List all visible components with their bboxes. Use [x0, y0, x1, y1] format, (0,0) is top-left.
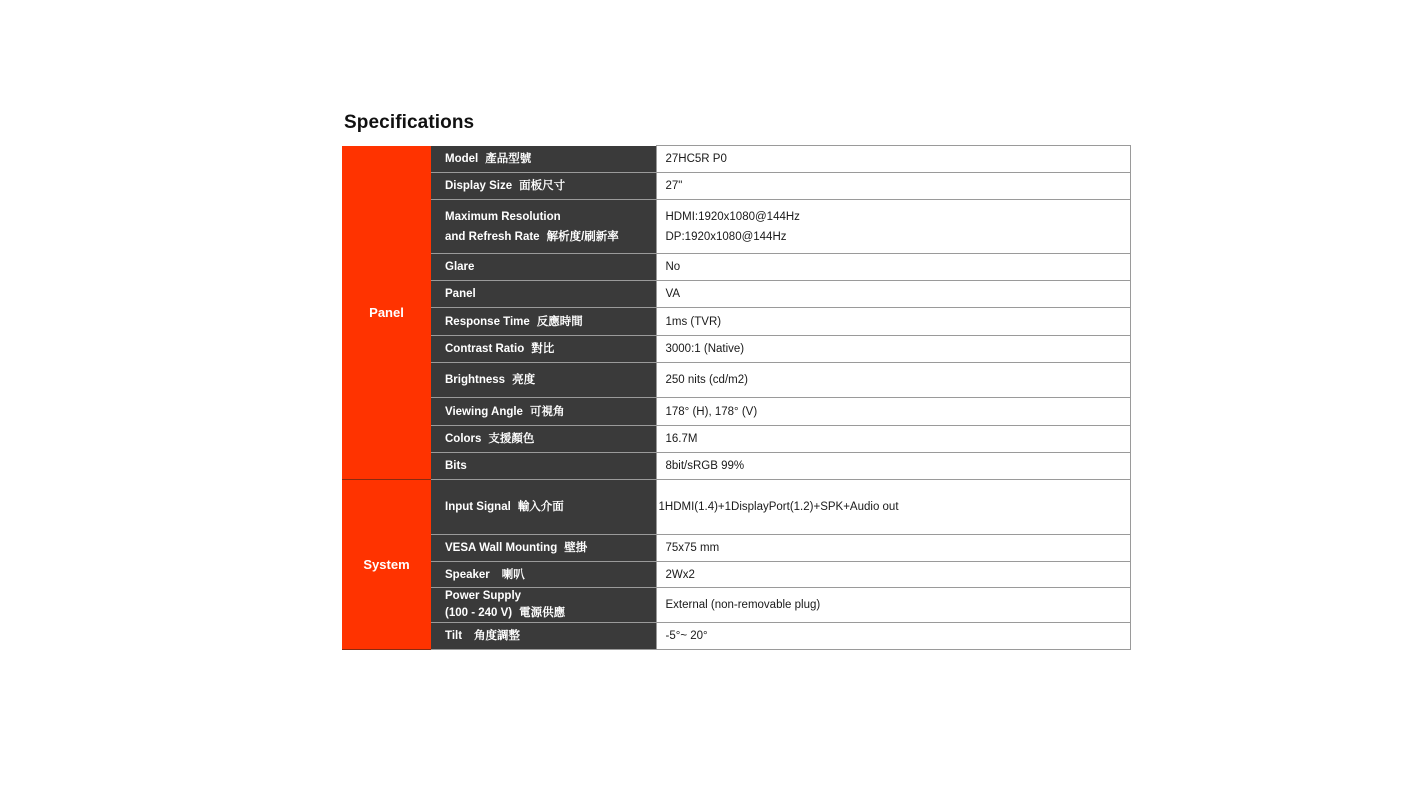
row-label: Model 產品型號	[431, 146, 656, 173]
row-value: 2Wx2	[656, 562, 1131, 588]
table-row	[342, 453, 1131, 480]
group-panel: Panel	[342, 146, 431, 480]
row-label: Input Signal 輸入介面	[431, 480, 656, 535]
row-label: Response Time 反應時間	[431, 308, 656, 336]
row-value: 16.7M	[656, 426, 1131, 453]
row-value: 75x75 mm	[656, 535, 1131, 562]
row-label: Tilt 角度調整	[431, 623, 656, 650]
row-value: 178° (H), 178° (V)	[656, 398, 1131, 426]
table-row	[342, 535, 1131, 562]
table-row	[342, 281, 1131, 308]
row-label: Bits	[431, 453, 656, 480]
row-label: Contrast Ratio 對比	[431, 336, 656, 363]
row-value: HDMI:1920x1080@144Hz DP:1920x1080@144Hz	[656, 200, 1131, 254]
row-label: Panel	[431, 281, 656, 308]
table-row	[342, 254, 1131, 281]
page-title: Specifications	[344, 112, 475, 133]
row-label: Power Supply (100 - 240 V) 電源供應	[431, 588, 656, 623]
row-value: 250 nits (cd/m2)	[656, 363, 1131, 398]
table-row	[342, 173, 1131, 200]
row-label: Maximum Resolution and Refresh Rate 解析度/刷新率	[431, 200, 656, 254]
row-label: Brightness 亮度	[431, 363, 656, 398]
row-value: External (non-removable plug)	[656, 588, 1131, 623]
row-value: 3000:1 (Native)	[656, 336, 1131, 363]
row-value: 27"	[656, 173, 1131, 200]
table-row	[342, 562, 1131, 588]
table-row	[342, 623, 1131, 650]
row-label: Display Size 面板尺寸	[431, 173, 656, 200]
table-row	[342, 146, 1131, 173]
table-row	[342, 480, 1131, 535]
row-value: No	[656, 254, 1131, 281]
table-row	[342, 398, 1131, 426]
group-system: System	[342, 480, 431, 650]
table-row	[342, 426, 1131, 453]
row-label: Viewing Angle 可視角	[431, 398, 656, 426]
row-value: VA	[656, 281, 1131, 308]
row-label: Colors 支援顏色	[431, 426, 656, 453]
table-row	[342, 308, 1131, 336]
row-label: VESA Wall Mounting 壁掛	[431, 535, 656, 562]
row-value: 1ms (TVR)	[656, 308, 1131, 336]
row-label: Glare	[431, 254, 656, 281]
row-value: 27HC5R P0	[656, 146, 1131, 173]
row-value: 1HDMI(1.4)+1DisplayPort(1.2)+SPK+Audio out	[656, 480, 1131, 535]
row-value: -5°~ 20°	[656, 623, 1131, 650]
row-label: Speaker 喇叭	[431, 562, 656, 588]
table-row	[342, 363, 1131, 398]
row-value: 8bit/sRGB 99%	[656, 453, 1131, 480]
table-row	[342, 588, 1131, 623]
table-row	[342, 336, 1131, 363]
spec-table	[342, 145, 1131, 650]
table-row	[342, 200, 1131, 254]
